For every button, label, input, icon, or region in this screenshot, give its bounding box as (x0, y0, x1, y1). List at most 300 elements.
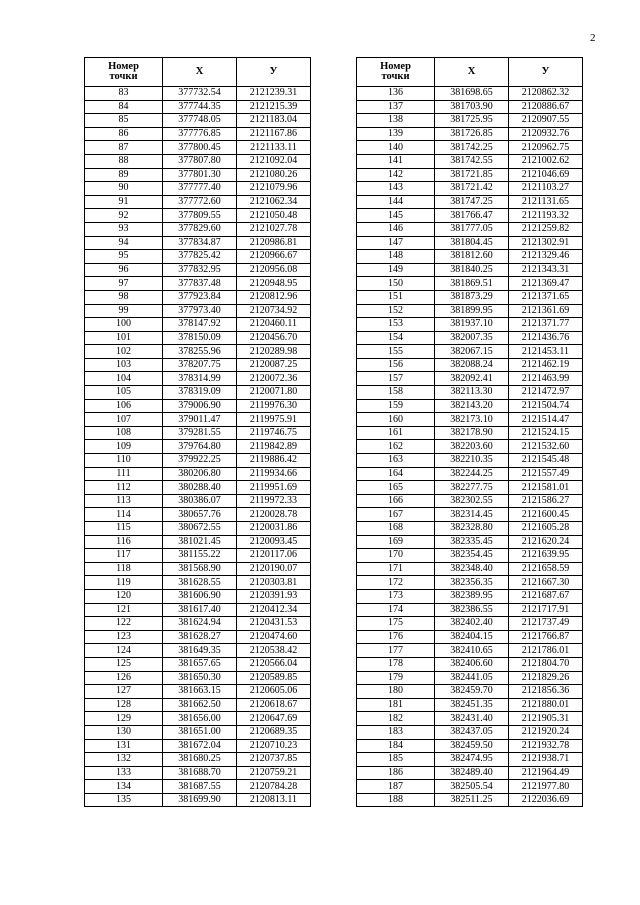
point-number-cell: 153 (357, 318, 435, 332)
x-coordinate-cell: 381747.25 (435, 195, 509, 209)
point-number-cell: 157 (357, 372, 435, 386)
table-row (85, 753, 311, 767)
point-number-cell: 93 (85, 222, 163, 236)
point-number-cell: 184 (357, 739, 435, 753)
point-number-cell: 180 (357, 685, 435, 699)
table-body-right (357, 87, 583, 807)
y-coordinate-cell: 2121938.71 (509, 753, 583, 767)
y-coordinate-cell: 2121639.95 (509, 549, 583, 563)
x-coordinate-cell: 382244.25 (435, 467, 509, 481)
y-coordinate-cell: 2121193.32 (509, 209, 583, 223)
table-row (357, 603, 583, 617)
table-row (357, 780, 583, 794)
table-row (85, 277, 311, 291)
table-row (85, 644, 311, 658)
y-coordinate-cell: 2120093.45 (237, 535, 311, 549)
point-number-cell: 113 (85, 494, 163, 508)
x-coordinate-cell: 381663.15 (163, 685, 237, 699)
x-coordinate-cell: 381937.10 (435, 318, 509, 332)
y-coordinate-cell: 2121080.26 (237, 168, 311, 182)
x-coordinate-cell: 381721.85 (435, 168, 509, 182)
table-row (357, 386, 583, 400)
x-coordinate-cell: 379011.47 (163, 413, 237, 427)
table-row (85, 127, 311, 141)
y-coordinate-cell: 2121524.15 (509, 426, 583, 440)
x-coordinate-cell: 377809.55 (163, 209, 237, 223)
point-number-cell: 168 (357, 522, 435, 536)
table-row (357, 426, 583, 440)
x-coordinate-cell: 377923.84 (163, 290, 237, 304)
point-number-cell: 172 (357, 576, 435, 590)
y-coordinate-cell: 2121804.70 (509, 657, 583, 671)
x-coordinate-cell: 381766.47 (435, 209, 509, 223)
table-row (357, 671, 583, 685)
y-header: У (237, 58, 311, 87)
point-number-cell: 115 (85, 522, 163, 536)
point-number-cell: 140 (357, 141, 435, 155)
table-row (357, 698, 583, 712)
table-row (357, 549, 583, 563)
x-coordinate-cell: 378207.75 (163, 358, 237, 372)
point-number-cell: 91 (85, 195, 163, 209)
x-coordinate-cell: 381742.25 (435, 141, 509, 155)
table-row (357, 481, 583, 495)
point-number-cell: 163 (357, 454, 435, 468)
table-row (85, 358, 311, 372)
table-row (357, 195, 583, 209)
point-number-cell: 188 (357, 793, 435, 807)
y-coordinate-cell: 2119934.66 (237, 467, 311, 481)
y-coordinate-cell: 2121786.01 (509, 644, 583, 658)
point-number-cell: 99 (85, 304, 163, 318)
x-coordinate-cell: 382505.54 (435, 780, 509, 794)
table-row (85, 413, 311, 427)
point-number-cell: 171 (357, 562, 435, 576)
point-number-cell: 156 (357, 358, 435, 372)
point-number-cell: 175 (357, 617, 435, 631)
point-number-cell: 83 (85, 87, 163, 101)
y-coordinate-cell: 2121557.49 (509, 467, 583, 481)
table-row (357, 222, 583, 236)
point-number-header (85, 58, 163, 87)
x-coordinate-cell: 377807.80 (163, 154, 237, 168)
y-coordinate-cell: 2120759.21 (237, 766, 311, 780)
table-row (85, 454, 311, 468)
y-coordinate-cell: 2120605.06 (237, 685, 311, 699)
x-coordinate-cell: 381650.30 (163, 671, 237, 685)
point-number-cell: 101 (85, 331, 163, 345)
y-coordinate-cell: 2119842.89 (237, 440, 311, 454)
y-coordinate-cell: 2120589.85 (237, 671, 311, 685)
table-row (357, 766, 583, 780)
table-row (85, 712, 311, 726)
table-row (357, 87, 583, 101)
table-row (85, 630, 311, 644)
x-coordinate-cell: 381021.45 (163, 535, 237, 549)
x-coordinate-cell: 381687.55 (163, 780, 237, 794)
y-coordinate-cell: 2120986.81 (237, 236, 311, 250)
table-row (85, 671, 311, 685)
table-body-left (85, 87, 311, 807)
table-row (357, 617, 583, 631)
point-number-cell: 129 (85, 712, 163, 726)
point-number-cell: 178 (357, 657, 435, 671)
y-coordinate-cell: 2121302.91 (509, 236, 583, 250)
x-coordinate-cell: 382459.70 (435, 685, 509, 699)
coordinates-table-right (356, 57, 583, 807)
y-coordinate-cell: 2121183.04 (237, 114, 311, 128)
table-row (85, 657, 311, 671)
y-coordinate-cell: 2119975.91 (237, 413, 311, 427)
point-number-cell: 166 (357, 494, 435, 508)
x-coordinate-cell: 381726.85 (435, 127, 509, 141)
x-coordinate-cell: 380206.80 (163, 467, 237, 481)
x-coordinate-cell: 382437.05 (435, 725, 509, 739)
point-number-cell: 105 (85, 386, 163, 400)
point-number-cell: 134 (85, 780, 163, 794)
table-row (357, 331, 583, 345)
table-row (85, 549, 311, 563)
table-row (357, 454, 583, 468)
table-row (357, 277, 583, 291)
point-number-cell: 98 (85, 290, 163, 304)
y-coordinate-cell: 2121829.26 (509, 671, 583, 685)
x-coordinate-cell: 381606.90 (163, 589, 237, 603)
point-number-cell: 146 (357, 222, 435, 236)
y-coordinate-cell: 2120862.32 (509, 87, 583, 101)
point-number-cell: 124 (85, 644, 163, 658)
table-row (357, 209, 583, 223)
point-number-cell: 126 (85, 671, 163, 685)
x-coordinate-cell: 378255.96 (163, 345, 237, 359)
y-coordinate-cell: 2120087.25 (237, 358, 311, 372)
point-number-cell: 187 (357, 780, 435, 794)
x-coordinate-cell: 381617.40 (163, 603, 237, 617)
table-row (85, 345, 311, 359)
table-row (85, 508, 311, 522)
table-row (85, 494, 311, 508)
point-number-cell: 176 (357, 630, 435, 644)
y-coordinate-cell: 2121133.11 (237, 141, 311, 155)
y-coordinate-cell: 2119972.33 (237, 494, 311, 508)
y-coordinate-cell: 2120474.60 (237, 630, 311, 644)
x-coordinate-cell: 382511.25 (435, 793, 509, 807)
x-coordinate-cell: 378147.92 (163, 318, 237, 332)
point-number-cell: 161 (357, 426, 435, 440)
x-coordinate-cell: 382441.05 (435, 671, 509, 685)
x-coordinate-cell: 382459.50 (435, 739, 509, 753)
y-coordinate-cell: 2121369.47 (509, 277, 583, 291)
y-coordinate-cell: 2121856.36 (509, 685, 583, 699)
x-coordinate-cell: 382210.35 (435, 454, 509, 468)
y-coordinate-cell: 2121239.31 (237, 87, 311, 101)
table-row (357, 562, 583, 576)
y-coordinate-cell: 2121027.78 (237, 222, 311, 236)
table-row (357, 127, 583, 141)
y-coordinate-cell: 2120456.70 (237, 331, 311, 345)
y-coordinate-cell: 2121343.31 (509, 263, 583, 277)
point-number-cell: 138 (357, 114, 435, 128)
point-number-cell: 174 (357, 603, 435, 617)
x-coordinate-cell: 381662.50 (163, 698, 237, 712)
y-coordinate-cell: 2121581.01 (509, 481, 583, 495)
table-row (85, 522, 311, 536)
y-coordinate-cell: 2119951.69 (237, 481, 311, 495)
point-number-cell: 167 (357, 508, 435, 522)
y-coordinate-cell: 2121667.30 (509, 576, 583, 590)
y-coordinate-cell: 2121062.34 (237, 195, 311, 209)
x-coordinate-cell: 381680.25 (163, 753, 237, 767)
table-row (357, 576, 583, 590)
y-coordinate-cell: 2121880.01 (509, 698, 583, 712)
table-row (357, 739, 583, 753)
point-number-header-line2: точки (109, 71, 138, 82)
point-number-cell: 89 (85, 168, 163, 182)
x-coordinate-cell: 377748.05 (163, 114, 237, 128)
y-header: У (509, 58, 583, 87)
x-coordinate-cell: 379922.25 (163, 454, 237, 468)
table-row (357, 657, 583, 671)
point-number-cell: 86 (85, 127, 163, 141)
y-coordinate-cell: 2121329.46 (509, 250, 583, 264)
y-coordinate-cell: 2120956.08 (237, 263, 311, 277)
point-number-cell: 164 (357, 467, 435, 481)
point-number-header-line1: Номер (380, 60, 411, 72)
table-header-row (85, 58, 311, 87)
y-coordinate-cell: 2121215.39 (237, 100, 311, 114)
x-coordinate-cell: 381812.60 (435, 250, 509, 264)
x-coordinate-cell: 378319.09 (163, 386, 237, 400)
y-coordinate-cell: 2121371.77 (509, 318, 583, 332)
table-row (357, 318, 583, 332)
point-number-cell: 84 (85, 100, 163, 114)
y-coordinate-cell: 2121259.82 (509, 222, 583, 236)
point-number-cell: 173 (357, 589, 435, 603)
table-row (357, 630, 583, 644)
y-coordinate-cell: 2120962.75 (509, 141, 583, 155)
point-number-cell: 85 (85, 114, 163, 128)
table-row (357, 712, 583, 726)
point-number-cell: 111 (85, 467, 163, 481)
x-coordinate-cell: 382356.35 (435, 576, 509, 590)
y-coordinate-cell: 2121462.19 (509, 358, 583, 372)
y-coordinate-cell: 2120391.93 (237, 589, 311, 603)
point-number-cell: 139 (357, 127, 435, 141)
point-number-cell: 158 (357, 386, 435, 400)
x-coordinate-cell: 381688.70 (163, 766, 237, 780)
x-coordinate-cell: 381624.94 (163, 617, 237, 631)
y-coordinate-cell: 2119886.42 (237, 454, 311, 468)
table-row (357, 589, 583, 603)
table-row (357, 685, 583, 699)
x-coordinate-cell: 381703.90 (435, 100, 509, 114)
y-coordinate-cell: 2120948.95 (237, 277, 311, 291)
x-coordinate-cell: 381721.42 (435, 182, 509, 196)
y-coordinate-cell: 2120886.67 (509, 100, 583, 114)
y-coordinate-cell: 2121167.86 (237, 127, 311, 141)
point-number-cell: 116 (85, 535, 163, 549)
point-number-cell: 182 (357, 712, 435, 726)
x-coordinate-cell: 377776.85 (163, 127, 237, 141)
y-coordinate-cell: 2120412.34 (237, 603, 311, 617)
y-coordinate-cell: 2121371.65 (509, 290, 583, 304)
table-row (357, 753, 583, 767)
table-row (85, 725, 311, 739)
x-coordinate-cell: 380288.40 (163, 481, 237, 495)
y-coordinate-cell: 2121504.74 (509, 399, 583, 413)
table-row (85, 318, 311, 332)
x-coordinate-cell: 381651.00 (163, 725, 237, 739)
y-coordinate-cell: 2121600.45 (509, 508, 583, 522)
point-number-cell: 155 (357, 345, 435, 359)
point-number-cell: 186 (357, 766, 435, 780)
table-row (85, 304, 311, 318)
table-row (85, 467, 311, 481)
y-coordinate-cell: 2119746.75 (237, 426, 311, 440)
x-coordinate-cell: 377825.42 (163, 250, 237, 264)
point-number-cell: 135 (85, 793, 163, 807)
table-row (85, 589, 311, 603)
x-coordinate-cell: 382404.15 (435, 630, 509, 644)
point-number-cell: 87 (85, 141, 163, 155)
x-coordinate-cell: 377973.40 (163, 304, 237, 318)
x-coordinate-cell: 380386.07 (163, 494, 237, 508)
x-coordinate-cell: 381628.27 (163, 630, 237, 644)
table-row (357, 345, 583, 359)
y-coordinate-cell: 2120618.67 (237, 698, 311, 712)
y-coordinate-cell: 2121514.47 (509, 413, 583, 427)
table-row (357, 508, 583, 522)
table-row (85, 780, 311, 794)
x-coordinate-cell: 382314.45 (435, 508, 509, 522)
x-coordinate-cell: 382007.35 (435, 331, 509, 345)
y-coordinate-cell: 2121964.49 (509, 766, 583, 780)
y-coordinate-cell: 2121605.28 (509, 522, 583, 536)
point-number-cell: 136 (357, 87, 435, 101)
y-coordinate-cell: 2121463.99 (509, 372, 583, 386)
point-number-cell: 88 (85, 154, 163, 168)
table-row (85, 154, 311, 168)
table-row (85, 481, 311, 495)
x-coordinate-cell: 382173.10 (435, 413, 509, 427)
x-header: Х (435, 58, 509, 87)
x-coordinate-cell: 381873.29 (435, 290, 509, 304)
point-number-cell: 128 (85, 698, 163, 712)
table-row (357, 372, 583, 386)
x-coordinate-cell: 382113.30 (435, 386, 509, 400)
table-row (357, 522, 583, 536)
y-coordinate-cell: 2119976.30 (237, 399, 311, 413)
x-coordinate-cell: 382354.45 (435, 549, 509, 563)
table-row (85, 195, 311, 209)
y-coordinate-cell: 2121046.69 (509, 168, 583, 182)
x-coordinate-cell: 382402.40 (435, 617, 509, 631)
point-number-cell: 179 (357, 671, 435, 685)
point-number-cell: 90 (85, 182, 163, 196)
point-number-cell: 130 (85, 725, 163, 739)
y-coordinate-cell: 2121002.62 (509, 154, 583, 168)
point-number-header-line2: точки (381, 71, 410, 82)
table-header-row (357, 58, 583, 87)
y-coordinate-cell: 2120784.28 (237, 780, 311, 794)
table-row (357, 535, 583, 549)
x-coordinate-cell: 382335.45 (435, 535, 509, 549)
y-coordinate-cell: 2120431.53 (237, 617, 311, 631)
point-number-cell: 96 (85, 263, 163, 277)
point-number-cell: 144 (357, 195, 435, 209)
page-number: 2 (590, 32, 596, 44)
point-number-cell: 169 (357, 535, 435, 549)
y-coordinate-cell: 2120538.42 (237, 644, 311, 658)
point-number-cell: 162 (357, 440, 435, 454)
point-number-cell: 119 (85, 576, 163, 590)
table-row (357, 304, 583, 318)
x-header: Х (163, 58, 237, 87)
y-coordinate-cell: 2120117.06 (237, 549, 311, 563)
table-row (85, 685, 311, 699)
y-coordinate-cell: 2120689.35 (237, 725, 311, 739)
table-row (85, 141, 311, 155)
coordinates-table-left (84, 57, 311, 807)
x-coordinate-cell: 377772.60 (163, 195, 237, 209)
table-row (357, 168, 583, 182)
table-row (85, 290, 311, 304)
table-row (85, 617, 311, 631)
point-number-cell: 109 (85, 440, 163, 454)
table-row (357, 725, 583, 739)
table-row (85, 114, 311, 128)
x-coordinate-cell: 379006.90 (163, 399, 237, 413)
table-row (85, 222, 311, 236)
point-number-cell: 104 (85, 372, 163, 386)
point-number-cell: 100 (85, 318, 163, 332)
y-coordinate-cell: 2120071.80 (237, 386, 311, 400)
table-row (85, 372, 311, 386)
y-coordinate-cell: 2121766.87 (509, 630, 583, 644)
x-coordinate-cell: 382277.75 (435, 481, 509, 495)
y-coordinate-cell: 2121361.69 (509, 304, 583, 318)
x-coordinate-cell: 378150.09 (163, 331, 237, 345)
point-number-cell: 110 (85, 454, 163, 468)
point-number-cell: 177 (357, 644, 435, 658)
y-coordinate-cell: 2120190.07 (237, 562, 311, 576)
y-coordinate-cell: 2121472.97 (509, 386, 583, 400)
point-number-cell: 114 (85, 508, 163, 522)
y-coordinate-cell: 2121920.24 (509, 725, 583, 739)
y-coordinate-cell: 2122036.69 (509, 793, 583, 807)
x-coordinate-cell: 381698.65 (435, 87, 509, 101)
table-row (85, 87, 311, 101)
point-number-cell: 154 (357, 331, 435, 345)
point-number-cell: 120 (85, 589, 163, 603)
point-number-cell: 106 (85, 399, 163, 413)
point-number-cell: 108 (85, 426, 163, 440)
table-row (357, 494, 583, 508)
x-coordinate-cell: 381672.04 (163, 739, 237, 753)
point-number-cell: 149 (357, 263, 435, 277)
point-number-cell: 121 (85, 603, 163, 617)
y-coordinate-cell: 2120812.96 (237, 290, 311, 304)
table-row (85, 440, 311, 454)
point-number-cell: 133 (85, 766, 163, 780)
x-coordinate-cell: 381656.00 (163, 712, 237, 726)
point-number-cell: 159 (357, 399, 435, 413)
table-row (85, 535, 311, 549)
point-number-cell: 95 (85, 250, 163, 264)
point-number-cell: 131 (85, 739, 163, 753)
x-coordinate-cell: 381804.45 (435, 236, 509, 250)
x-coordinate-cell: 382088.24 (435, 358, 509, 372)
